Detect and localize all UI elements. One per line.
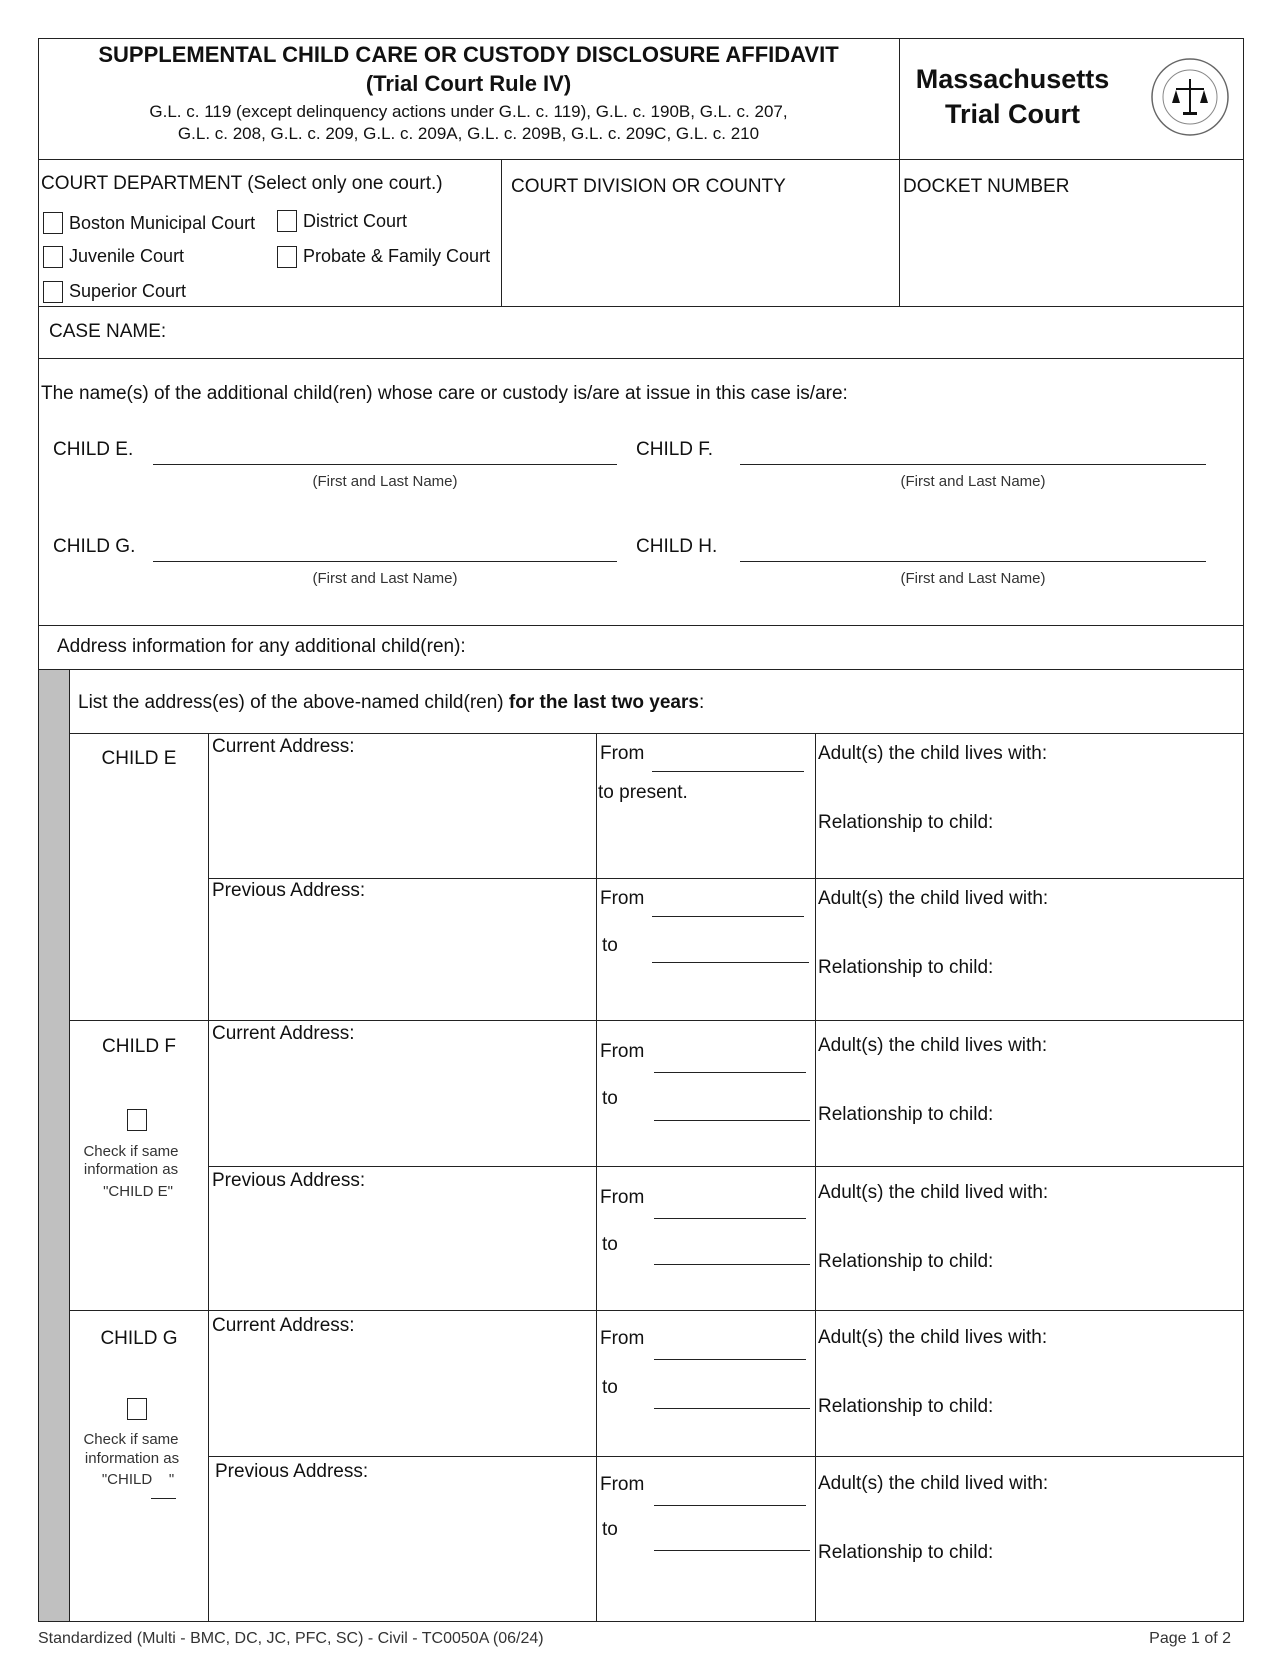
child-g-name-field[interactable] <box>153 561 617 562</box>
previous-address-label: Previous Address: <box>215 1461 369 1482</box>
from-date-field[interactable] <box>654 1359 806 1360</box>
relationship-label: Relationship to child: <box>818 957 994 978</box>
current-address-label: Current Address: <box>212 736 355 757</box>
same-as-child-checkbox[interactable] <box>127 1398 147 1420</box>
list-instruction: List the address(es) of the above-named child(ren) for the last two years: <box>78 692 705 713</box>
checkbox-juvenile-court[interactable] <box>43 246 63 268</box>
docket-number-field[interactable] <box>903 200 1238 300</box>
child-e-name-hint: (First and Last Name) <box>312 473 458 490</box>
docket-number-label: DOCKET NUMBER <box>903 176 1070 197</box>
to-date-field[interactable] <box>654 1550 810 1551</box>
gray-side-bar <box>39 669 70 1621</box>
from-date-field[interactable] <box>654 1505 806 1506</box>
check-hint-line-2: information as <box>84 1450 180 1467</box>
check-hint-line-3: "CHILD E" <box>103 1183 173 1200</box>
to-label: to <box>602 935 618 956</box>
relationship-label: Relationship to child: <box>818 1251 994 1272</box>
child-e-name-field[interactable] <box>153 464 617 465</box>
from-date-field[interactable] <box>654 1218 806 1219</box>
check-hint-line-1: Check if same <box>83 1143 179 1160</box>
org-name-line-1: Massachusetts <box>915 64 1110 94</box>
previous-address-label: Previous Address: <box>212 1170 366 1191</box>
current-address-label: Current Address: <box>212 1023 355 1044</box>
from-date-field[interactable] <box>652 916 804 917</box>
from-date-field[interactable] <box>654 1072 806 1073</box>
children-intro: The name(s) of the additional child(ren) whose care or custody is/are at issue in this case is/are: <box>41 383 848 404</box>
child-f-name-hint: (First and Last Name) <box>900 473 1046 490</box>
from-label: From <box>600 1187 645 1208</box>
case-name-field[interactable] <box>190 312 1230 352</box>
statutes-line-1: G.L. c. 119 (except delinquency actions under G.L. c. 119), G.L. c. 190B, G.L. c. 207, <box>149 102 788 121</box>
from-label: From <box>600 743 645 764</box>
address-info-label: Address information for any additional child(ren): <box>57 636 466 657</box>
from-date-field[interactable] <box>652 771 804 772</box>
to-date-field[interactable] <box>652 962 809 963</box>
same-as-child-letter-field[interactable] <box>151 1498 176 1499</box>
child-h-name-field[interactable] <box>740 561 1206 562</box>
previous-address-label: Previous Address: <box>212 880 366 901</box>
to-date-field[interactable] <box>654 1408 810 1409</box>
check-hint-line-2: information as <box>83 1161 179 1178</box>
form-title: SUPPLEMENTAL CHILD CARE OR CUSTODY DISCLOSURE AFFIDAVIT <box>98 42 839 67</box>
option-juvenile-court: Juvenile Court <box>69 246 185 266</box>
option-district-court: District Court <box>303 211 408 231</box>
to-present-label: to present. <box>598 782 688 803</box>
block-child-f-label: CHILD F <box>102 1036 176 1057</box>
to-label: to <box>602 1088 618 1109</box>
lives-with-label: Adult(s) the child lives with: <box>818 1035 1048 1056</box>
relationship-label: Relationship to child: <box>818 1104 994 1125</box>
check-hint-line-1: Check if same <box>83 1431 179 1448</box>
statutes-line-2: G.L. c. 208, G.L. c. 209, G.L. c. 209A, G.L. c. 209B, G.L. c. 209C, G.L. c. 210 <box>177 124 760 143</box>
option-boston-municipal-court: Boston Municipal Court <box>69 213 256 233</box>
child-f-label: CHILD F. <box>636 439 714 460</box>
case-name-label: CASE NAME: <box>49 321 167 342</box>
child-g-label: CHILD G. <box>53 536 136 557</box>
from-label: From <box>600 1041 645 1062</box>
current-address-label: Current Address: <box>212 1315 355 1336</box>
lived-with-label: Adult(s) the child lived with: <box>818 888 1049 909</box>
checkbox-district-court[interactable] <box>277 210 297 232</box>
checkbox-superior-court[interactable] <box>43 281 63 303</box>
lives-with-label: Adult(s) the child lives with: <box>818 1327 1048 1348</box>
block-child-g-label: CHILD G <box>100 1328 178 1349</box>
lived-with-label: Adult(s) the child lived with: <box>818 1473 1049 1494</box>
option-superior-court: Superior Court <box>69 281 187 301</box>
court-department-label: COURT DEPARTMENT (Select only one court.) <box>41 173 443 194</box>
to-label: to <box>602 1519 618 1540</box>
child-h-label: CHILD H. <box>636 536 718 557</box>
from-label: From <box>600 1474 645 1495</box>
child-g-name-hint: (First and Last Name) <box>312 570 458 587</box>
checkbox-probate-family-court[interactable] <box>277 246 297 268</box>
to-label: to <box>602 1377 618 1398</box>
to-label: to <box>602 1234 618 1255</box>
child-e-label: CHILD E. <box>53 439 134 460</box>
footer-page-number: Page 1 of 2 <box>1149 1630 1231 1647</box>
relationship-label: Relationship to child: <box>818 812 994 833</box>
lived-with-label: Adult(s) the child lived with: <box>818 1182 1049 1203</box>
same-as-child-e-checkbox[interactable] <box>127 1109 147 1131</box>
check-hint-line-3: "CHILD " <box>101 1471 175 1488</box>
org-name-line-2: Trial Court <box>944 99 1080 129</box>
child-h-name-hint: (First and Last Name) <box>900 570 1046 587</box>
court-division-label: COURT DIVISION OR COUNTY <box>511 176 786 197</box>
lives-with-label: Adult(s) the child lives with: <box>818 743 1048 764</box>
from-label: From <box>600 1328 645 1349</box>
court-division-field[interactable] <box>505 200 895 300</box>
court-seal-icon <box>1150 57 1230 137</box>
relationship-label: Relationship to child: <box>818 1396 994 1417</box>
footer-form-id: Standardized (Multi - BMC, DC, JC, PFC, SC) - Civil - TC0050A (06/24) <box>38 1630 544 1647</box>
form-subtitle: (Trial Court Rule IV) <box>365 71 572 96</box>
from-label: From <box>600 888 645 909</box>
child-f-name-field[interactable] <box>740 464 1206 465</box>
to-date-field[interactable] <box>654 1120 810 1121</box>
relationship-label: Relationship to child: <box>818 1542 994 1563</box>
option-probate-family-court: Probate & Family Court <box>303 246 491 266</box>
checkbox-boston-municipal-court[interactable] <box>43 212 63 234</box>
to-date-field[interactable] <box>654 1264 810 1265</box>
block-child-e-label: CHILD E <box>101 748 177 769</box>
